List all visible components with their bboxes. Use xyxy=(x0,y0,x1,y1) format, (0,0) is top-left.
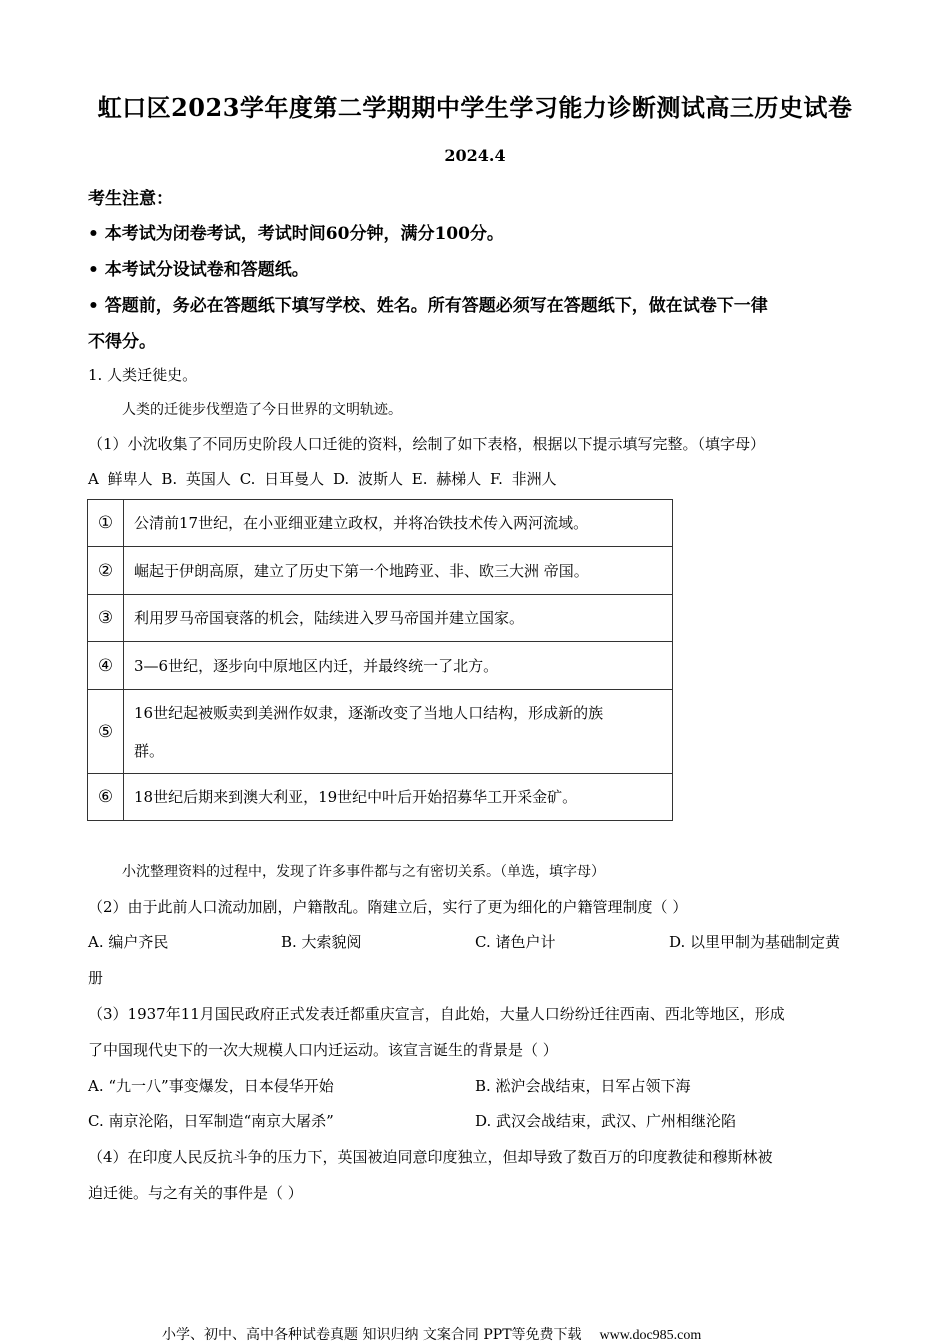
answer-options: A 鲜卑人 B. 英国人 C. 日耳曼人 D. 波斯人 E. 赫梯人 F. 非洲人 xyxy=(88,470,557,488)
table-row xyxy=(88,547,673,595)
option-b: B. 大索貌阅 xyxy=(281,933,362,951)
row-text: 3—6世纪，逐步向中原地区内迁，并最终统一了北方。 xyxy=(124,642,673,690)
table-row xyxy=(88,642,673,690)
row-number: ⑤ xyxy=(88,690,124,774)
row-text-line: 16世纪起被贩卖到美洲作奴隶，逐渐改变了当地人口结构，形成新的族 xyxy=(134,703,604,722)
mid-note: 小沈整理资料的过程中，发现了许多事件都与之有密切关系。（单选，填字母） xyxy=(122,864,605,880)
option-c: C. 诸色户计 xyxy=(475,933,556,951)
question-1-part1: （1）小沈收集了不同历史阶段人口迁徙的资料，绘制了如下表格，根据以下提示填写完整。（填字母） xyxy=(88,435,766,453)
question-1-part3-line1: （3）1937年11月国民政府正式发表迁都重庆宣言，自此始，大量人口纷纷迁往西南、西北等地区，形成 xyxy=(88,1005,785,1023)
notice-item: • 本考试分设试卷和答题纸。 xyxy=(88,260,309,280)
footer-text: 小学、初中、高中各种试卷真题 知识归纳 文案合同 PPT等免费下载 xyxy=(162,1327,582,1343)
page-title: 虹口区2023学年度第二学期期中学生学习能力诊断测试高三历史试卷 xyxy=(97,93,853,122)
row-text-line: 群。 xyxy=(134,741,165,760)
notice-heading: 考生注意： xyxy=(88,189,173,209)
option-a: A. “九一八”事变爆发，日本侵华开始 xyxy=(88,1077,334,1095)
footer-link[interactable]: www.doc985.com xyxy=(599,1328,702,1343)
table-row xyxy=(88,595,673,642)
footer xyxy=(162,1324,701,1344)
row-number: ⑥ xyxy=(88,774,124,821)
row-text: 利用罗马帝国衰落的机会，陆续进入罗马帝国并建立国家。 xyxy=(124,595,673,642)
table-row xyxy=(88,774,673,821)
row-number: ② xyxy=(88,547,124,595)
row-text: 18世纪后期来到澳大利亚，19世纪中叶后开始招募华工开采金矿。 xyxy=(124,774,673,821)
table-row xyxy=(88,500,673,547)
option-d: D. 武汉会战结束，武汉、广州相继沦陷 xyxy=(475,1112,737,1130)
row-number: ① xyxy=(88,500,124,547)
notice-item: 不得分。 xyxy=(88,332,156,352)
table-row xyxy=(88,690,673,774)
option-a: A. 编户齐民 xyxy=(88,933,169,951)
exam-date: 2024.4 xyxy=(444,146,506,165)
row-text: 崛起于伊朗高原，建立了历史下第一个地跨亚、非、欧三大洲 帝国。 xyxy=(124,547,673,595)
option-d-continued: 册 xyxy=(88,969,104,987)
question-1-part2: （2）由于此前人口流动加剧，户籍散乱。隋建立后，实行了更为细化的户籍管理制度（ ） xyxy=(88,898,688,916)
question-1-part3-line2: 了中国现代史下的一次大规模人口内迁运动。该宣言诞生的背景是（ ） xyxy=(88,1041,558,1059)
question-1-part4-line1: （4）在印度人民反抗斗争的压力下，英国被迫同意印度独立，但却导致了数百万的印度教徒和穆斯林被 xyxy=(88,1148,773,1166)
question-1-part4-line2: 迫迁徙。与之有关的事件是（ ） xyxy=(88,1184,303,1202)
row-text: 公清前17世纪，在小亚细亚建立政权，并将冶铁技术传入两河流域。 xyxy=(124,500,673,547)
question-1-intro: 人类的迁徙步伐塑造了今日世界的文明轨迹。 xyxy=(122,402,402,418)
option-b: B. 淞沪会战结束，日军占领下海 xyxy=(475,1077,691,1095)
notice-item: • 本考试为闭卷考试，考试时间60分钟，满分100分。 xyxy=(88,224,504,244)
row-text xyxy=(124,690,673,774)
row-number: ③ xyxy=(88,595,124,642)
notice-item: • 答题前，务必在答题纸下填写学校、姓名。所有答题必须写在答题纸下，做在试卷下一律 xyxy=(88,296,768,316)
option-c: C. 南京沦陷，日军制造“南京大屠杀” xyxy=(88,1112,334,1130)
row-number: ④ xyxy=(88,642,124,690)
migration-table xyxy=(87,499,673,821)
question-1-title: 1. 人类迁徙史。 xyxy=(88,366,198,384)
option-d: D. 以里甲制为基础制定黄 xyxy=(669,933,841,951)
